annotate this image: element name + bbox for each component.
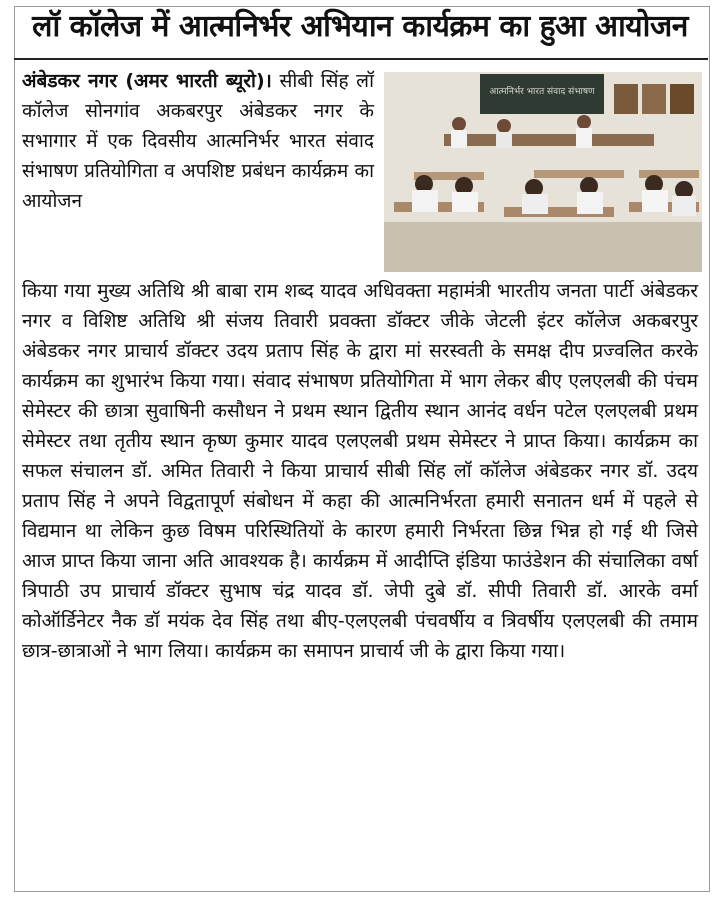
head-table [444,134,654,146]
classroom-photo-illustration [384,72,702,272]
event-photo [384,72,702,272]
guest-body-3 [576,128,592,148]
photo-floor [384,222,702,272]
blackboard-text: आत्मनिर्भर भारत संवाद संभाषण [489,87,595,97]
photo-frame-2 [642,84,666,114]
guest-head-3 [577,115,591,129]
guest-head-2 [497,119,511,133]
headline: लॉ कॉलेज में आत्मनिर्भर अभियान कार्यक्रम का हुआ आयोजन [32,9,688,44]
guest-body-2 [496,132,512,148]
desk-middle-right [639,170,699,178]
guest-body-1 [451,130,467,148]
photo-frame-1 [614,84,638,114]
guest-head-1 [452,117,466,131]
dateline: अंबेडकर नगर (अमर भारती ब्यूरो)। [22,70,272,92]
student-body-2 [452,192,478,212]
student-body-4 [577,192,603,214]
student-body-5 [642,190,668,212]
lead-text: सीबी सिंह लॉ कॉलेज सोनगांव अकबरपुर अंबेडकर नगर के सभागार में एक दिवसीय आत्मनिर्भर भारत संवाद संभाषण प्रतियोगिता व अपशिष्ट प्रबंधन कार्यक्रम का आयोजन [22,70,374,212]
article-body: किया गया मुख्य अतिथि श्री बाबा राम शब्द यादव अधिवक्ता महामंत्री भारतीय जनता पार्टी अंबेडकर नगर व विशिष्ट अतिथि श्री संजय तिवारी प्रवक्ता डॉक्टर जीके जेटली इंटर कॉलेज अकबरपुर अंबेडकर नगर प्राचार्य डॉक्टर उदय प्रताप सिंह के द्वारा मां सरस्वती के समक्ष दीप प्रज्वलित करके कार्यक्रम का शुभारंभ किया गया। संवाद संभाषण प्रतियोगिता में भाग लेकर बीए एलएलबी की पंचम सेमेस्टर की छात्रा सुवाषिनी कसौधन ने प्रथम स्थान द्वितीय स्थान आनंद वर्धन पटेल एलएलबी प्रथम सेमेस्टर तथा तृतीय स्थान कृष्ण कुमार यादव एलएलबी प्रथम सेमेस्टर ने प्राप्त किया। कार्यक्रम का सफल संचालन डॉ. अमित तिवारी ने किया प्राचार्य सीबी सिंह लॉ कॉलेज अंबेडकर नगर डॉ. उदय प्रताप सिंह ने अपने विद्वतापूर्ण संबोधन में कहा की आत्मनिर्भरता हमारी सनातन धर्म में पहले से विद्यमान था लेकिन कुछ विषम परिस्थितियों के कारण हमारी निर्भरता छिन्न भिन्न हो गई थी जिसे आज प्राप्त किया जाना अति आवश्यक है। कार्यक्रम में आदीप्ति इंडिया फाउंडेशन की संचालिका वर्षा त्रिपाठी उप प्राचार्य डॉक्टर सुभाष चंद्र यादव डॉ. जेपी दुबे डॉ. सीपी तिवारी डॉ. आरके वर्मा कोऑर्डिनेटर नैक डॉ मयंक देव सिंह तथा बीए-एलएलबी पंचवर्षीय व त्रिवर्षीय एलएलबी की तमाम छात्र-छात्राओं ने भाग लिया। कार्यक्रम का समापन प्राचार्य जी के द्वारा किया गया। [22,280,698,662]
student-body-3 [522,194,548,214]
student-body-6 [672,196,696,216]
student-body-1 [412,190,438,212]
photo-frame-3 [670,84,694,114]
lead-paragraph [22,66,374,216]
headline-rule [14,58,708,60]
desk-middle-center [534,170,624,178]
